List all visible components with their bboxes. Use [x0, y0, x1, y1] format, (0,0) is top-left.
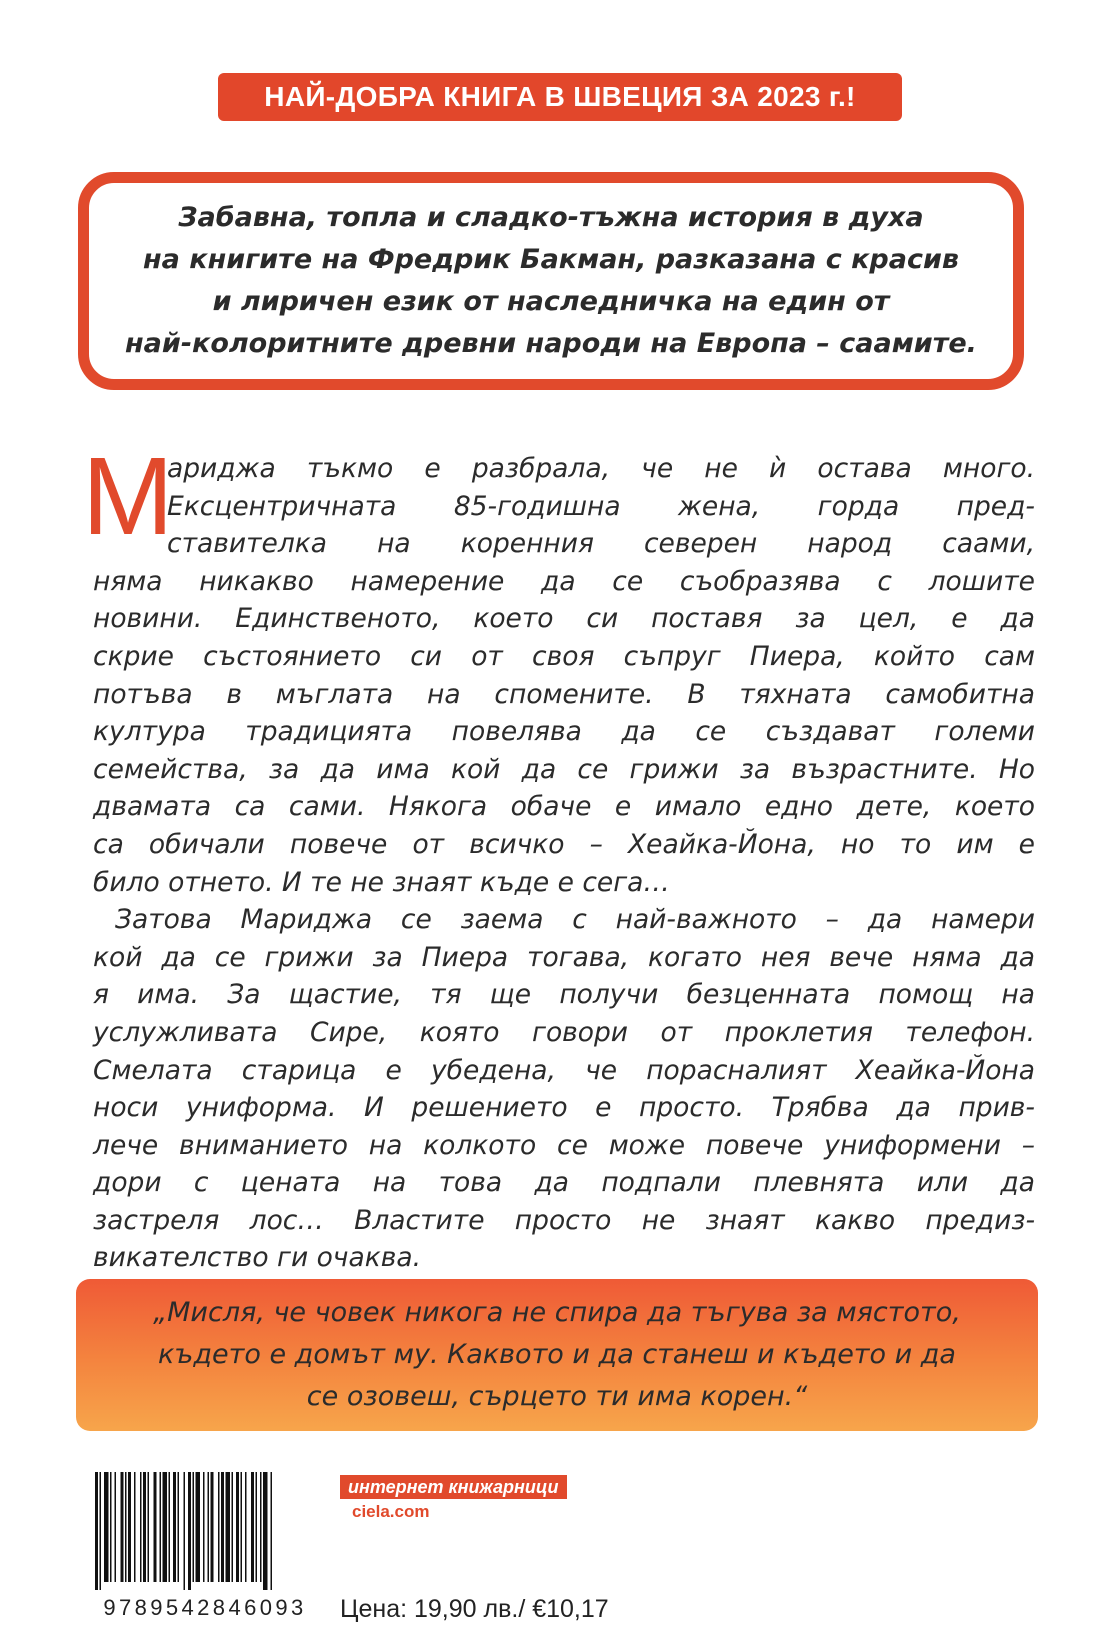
barcode-bar: [193, 1472, 195, 1582]
barcode-bar: [115, 1472, 117, 1582]
drop-cap: М: [82, 435, 174, 558]
synopsis-line: Затова Мариджа се заема с най-важното – да намери: [115, 904, 1035, 936]
barcode-bar: [196, 1472, 201, 1582]
synopsis-line: двамата са сами. Някога обаче е имало едно дете, което: [93, 791, 1035, 823]
synopsis-line: лече вниманието на колкото се може повече униформени –: [93, 1129, 1035, 1161]
barcode-bar: [221, 1472, 224, 1582]
synopsis-line: са обичали повече от всичко – Хеайка-Йона, но то им е: [93, 828, 1035, 860]
barcode: [95, 1472, 317, 1590]
barcode-bar: [178, 1472, 180, 1582]
synopsis-text: [93, 450, 1035, 1277]
barcode-bar: [154, 1472, 157, 1582]
synopsis-line: викателство ги очаква.: [93, 1242, 421, 1274]
award-banner: НАЙ-ДОБРА КНИГА В ШВЕЦИЯ ЗА 2023 г.!: [218, 73, 902, 121]
barcode-bar: [226, 1472, 231, 1582]
synopsis-line: дори с цената на това да подпали плевнята или да: [93, 1167, 1035, 1199]
quote-line: където е домът му. Каквото и да станеш и където и да: [157, 1339, 956, 1370]
synopsis-line: култура традицията повелява да се създават големи: [93, 716, 1035, 748]
barcode-bar: [211, 1472, 214, 1582]
barcode-bar: [241, 1472, 243, 1582]
blurb-line: Забавна, топла и сладко-тъжна история в духа: [178, 202, 924, 233]
barcode-bar: [148, 1472, 150, 1582]
barcode-bar: [143, 1472, 146, 1582]
blurb-line: най-колоритните древни народи на Европа – саамите.: [125, 328, 977, 359]
barcode-bar: [263, 1472, 268, 1590]
synopsis-line: скрие състоянието си от своя съпруг Пиера, който сам: [93, 640, 1035, 672]
synopsis-line: услужливата Сире, която говори от проклетия телефон.: [93, 1016, 1035, 1048]
barcode-bar: [256, 1472, 258, 1582]
blurb-text: [125, 197, 977, 365]
barcode-bar: [140, 1472, 142, 1582]
synopsis-line: носи униформа. И решението е просто. Трябва да прив-: [93, 1092, 1035, 1124]
barcode-bar: [169, 1472, 171, 1582]
barcode-bar: [95, 1472, 98, 1590]
quote-box: [76, 1279, 1038, 1431]
isbn-number: 9789542846093: [103, 1595, 307, 1620]
quote-line: се озовеш, сърцето ти има корен.“: [306, 1381, 808, 1412]
barcode-bar: [160, 1472, 162, 1582]
barcode-bar: [163, 1472, 168, 1582]
synopsis-line: застреля лос… Властите просто не знаят какво предиз-: [93, 1204, 1035, 1236]
synopsis-line: ариджа тъкмо е разбрала, че не ѝ остава много.: [167, 453, 1035, 484]
synopsis-line: било отнето. И те не знаят къде е сега…: [93, 866, 670, 898]
blurb-line: и лиричен език от наследничка на един от: [212, 286, 890, 317]
quote-text: [153, 1292, 961, 1418]
barcode-bar: [245, 1472, 247, 1582]
barcode-bar: [128, 1472, 131, 1582]
barcode-bar: [236, 1472, 239, 1582]
barcode-bar: [188, 1472, 191, 1590]
barcode-bar: [121, 1472, 124, 1582]
synopsis-line: Ексцентричната 85-годишна жена, горда пред-: [167, 490, 1035, 522]
barcode-bar: [203, 1472, 205, 1582]
barcode-bar: [125, 1472, 127, 1582]
synopsis-line: кой да се грижи за Пиера тогава, когато нея вече няма да: [93, 941, 1035, 973]
barcode-bar: [173, 1472, 176, 1582]
blurb-line: на книгите на Фредрик Бакман, разказана с красив: [142, 244, 959, 275]
barcode-bar: [184, 1472, 186, 1590]
barcode-bar: [271, 1472, 273, 1590]
synopsis-line: я има. За щастие, тя ще получи безценната помощ на: [93, 979, 1035, 1011]
blurb-box: [78, 172, 1024, 390]
synopsis-line: семейства, за да има кой да се грижи за възрастните. Но: [93, 753, 1035, 785]
price: Цена: 19,90 лв./ €10,17: [340, 1595, 609, 1623]
synopsis-line: няма никакво намерение да се съобразява с лошите: [93, 565, 1035, 597]
synopsis-line: ставителка на коренния северен народ саами,: [167, 528, 1035, 560]
online-shops-label: интернет книжарници: [340, 1475, 567, 1499]
barcode-bar: [134, 1472, 136, 1582]
quote-line: „Мисля, че човек никога не спира да тъгува за мястото,: [153, 1297, 961, 1328]
barcode-bar: [100, 1472, 102, 1590]
synopsis-line: новини. Единственото, което си поставя за цел, е да: [93, 603, 1035, 635]
shop-url[interactable]: ciela.com: [352, 1502, 430, 1521]
barcode-bar: [232, 1472, 234, 1582]
barcode-bar: [104, 1472, 109, 1582]
barcode-bar: [218, 1472, 220, 1582]
synopsis-line: Смелата старица е убедена, че порасналият Хеайка-Йона: [93, 1054, 1035, 1086]
barcode-bar: [110, 1472, 112, 1582]
barcode-bar: [260, 1472, 262, 1582]
barcode-bar: [251, 1472, 254, 1582]
synopsis-line: потъва в мъглата на спомените. В тяхната самобитна: [93, 678, 1035, 710]
barcode-bar: [208, 1472, 210, 1582]
